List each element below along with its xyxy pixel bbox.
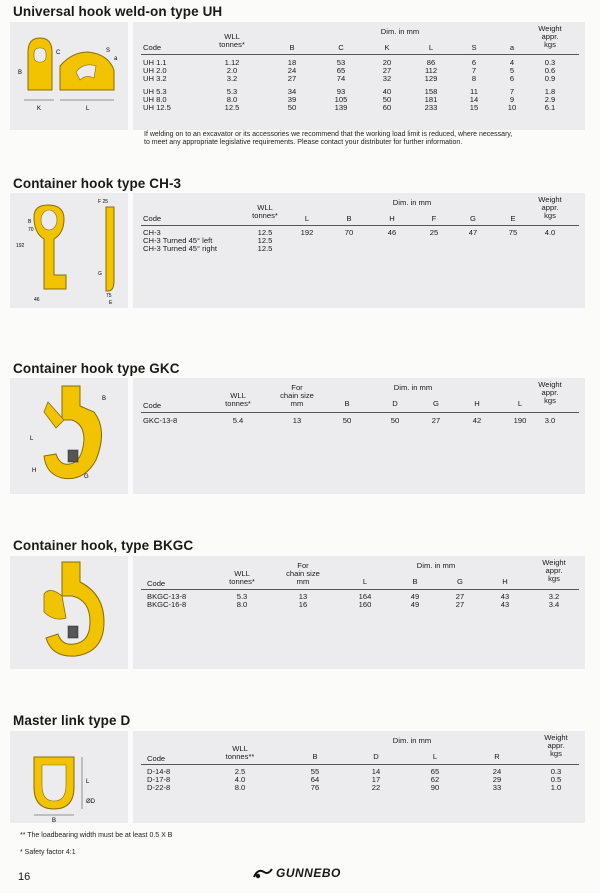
table-cell: 39 [287, 95, 297, 104]
row-code: GKC-13-8 [143, 416, 178, 425]
table-cell: 7 [509, 87, 515, 96]
table-cell: 12.5 [224, 103, 240, 112]
table-cell: 25 [429, 228, 439, 237]
table-cell: 27 [455, 600, 465, 609]
table-cell: 14 [469, 95, 479, 104]
row-code: D-17-8 [147, 775, 171, 784]
row-code: CH-3 Turned 45° right [143, 244, 217, 253]
table-cell: 27 [431, 416, 441, 425]
spec-table-gkc [133, 378, 585, 494]
table-cell: 14 [371, 767, 381, 776]
bkgc-hook-icon [10, 556, 128, 669]
welding-note: to meet any appropriate legislative requirements. Please contact your distributer for further information. [144, 139, 463, 146]
col-header: D [392, 399, 398, 408]
table-cell: 47 [468, 228, 478, 237]
table-cell: 0.5 [550, 775, 562, 784]
wll-header: WLL [224, 32, 240, 41]
dim-label: K [37, 106, 42, 112]
dim-label: 192 [16, 243, 25, 249]
weight-header: Weight [544, 733, 568, 742]
code-header: Code [143, 214, 162, 223]
weight-header: kgs [544, 396, 556, 405]
table-cell: 12.5 [257, 228, 273, 237]
col-header: S [471, 43, 477, 52]
table-cell: 1.0 [550, 783, 562, 792]
code-header: Code [143, 401, 162, 410]
wll-header: tonnes** [225, 752, 255, 761]
code-header: Code [147, 754, 166, 763]
table-cell: 33 [492, 783, 502, 792]
table-cell: 50 [342, 416, 352, 425]
table-cell: 112 [424, 66, 438, 75]
dim-label: L [30, 436, 34, 442]
spec-table-uh [133, 22, 585, 130]
table-cell: 5 [509, 66, 515, 75]
table-cell: 6 [471, 58, 477, 67]
table-cell: 0.6 [544, 66, 556, 75]
table-cell: 49 [410, 600, 420, 609]
table-cell: 24 [287, 66, 297, 75]
table-cell: 3.0 [544, 416, 556, 425]
product-image-panel [10, 193, 128, 308]
col-header: L [432, 752, 438, 761]
spec-table-ch3 [133, 193, 585, 308]
table-cell: 46 [387, 228, 397, 237]
col-header: a [509, 43, 515, 52]
col-header: H [474, 399, 480, 408]
row-code: CH-3 [143, 228, 161, 237]
table-cell: 65 [336, 66, 346, 75]
table-cell: 70 [344, 228, 354, 237]
wll-header: tonnes* [229, 577, 255, 586]
dim-label: G [98, 271, 102, 277]
col-header: G [433, 399, 439, 408]
header-rule [141, 412, 579, 413]
dim-label: B [102, 396, 107, 402]
table-cell: 0.3 [544, 58, 556, 67]
chain-header: For [291, 383, 303, 392]
table-cell: 55 [310, 767, 320, 776]
table-cell: 90 [430, 783, 440, 792]
col-header: L [517, 399, 523, 408]
weight-header: appr. [545, 566, 563, 575]
section-title: Container hook type CH-3 [13, 176, 182, 191]
row-code: UH 1.1 [143, 58, 167, 67]
weight-header: Weight [538, 195, 562, 204]
table-cell: 5.4 [232, 416, 244, 425]
page-number: 16 [18, 871, 31, 883]
table-cell: 93 [336, 87, 346, 96]
table-cell: 3.2 [226, 74, 238, 83]
dim-label: L [86, 106, 90, 112]
wll-header: WLL [257, 203, 273, 212]
section-title: Container hook, type BKGC [13, 538, 194, 553]
dim-header: Dim. in mm [380, 27, 420, 36]
wll-header: WLL [234, 569, 250, 578]
weight-header: appr. [547, 741, 565, 750]
code-header: Code [147, 579, 166, 588]
dim-label: B [28, 219, 32, 225]
table-cell: 0.9 [544, 74, 556, 83]
col-header: B [346, 214, 352, 223]
col-header: R [494, 752, 500, 761]
row-code: D-22-8 [147, 783, 171, 792]
dim-label: L [86, 779, 90, 785]
row-code: UH 12.5 [143, 103, 171, 112]
row-code: BKGC-13-8 [147, 592, 187, 601]
table-cell: 16 [298, 600, 308, 609]
dim-label: B [18, 70, 23, 76]
table-cell: 105 [334, 95, 348, 104]
table-cell: 27 [287, 74, 297, 83]
row-code: UH 2.0 [143, 66, 167, 75]
table-cell: 192 [300, 228, 314, 237]
weight-header: appr. [541, 203, 559, 212]
table-cell: 86 [426, 58, 436, 67]
col-header: L [304, 214, 310, 223]
table-cell: 74 [336, 74, 346, 83]
table-cell: 7 [471, 66, 477, 75]
wll-header: tonnes* [225, 399, 251, 408]
table-cell: 4.0 [234, 775, 246, 784]
table-cell: 11 [470, 87, 478, 96]
table-cell: 42 [472, 416, 482, 425]
table-cell: 50 [287, 103, 297, 112]
table-cell: 34 [287, 87, 297, 96]
table-cell: 4 [509, 58, 515, 67]
table-cell: 5.3 [226, 87, 238, 96]
table-cell: 75 [508, 228, 518, 237]
product-image-panel [10, 22, 128, 130]
weight-header: Weight [542, 558, 566, 567]
table-cell: 12.5 [257, 244, 273, 253]
header-rule [141, 54, 579, 55]
dim-label: E [109, 300, 113, 306]
section-title: Universal hook weld-on type UH [13, 4, 223, 19]
row-code: UH 8.0 [143, 95, 167, 104]
table-cell: 190 [513, 416, 527, 425]
weight-header: Weight [538, 380, 562, 389]
chain-header: For [297, 561, 309, 570]
col-header: G [470, 214, 476, 223]
table-cell: 53 [336, 58, 346, 67]
weld-on-hook-icon [10, 22, 128, 130]
table-cell: 60 [382, 103, 392, 112]
dim-label: a [114, 56, 118, 62]
table-cell: 50 [390, 416, 400, 425]
col-header: C [338, 43, 344, 52]
weight-header: appr. [541, 32, 559, 41]
table-cell: 65 [430, 767, 440, 776]
table-cell: 1.8 [544, 87, 556, 96]
col-header: K [384, 43, 390, 52]
dim-label: ØD [86, 799, 95, 805]
col-header: G [457, 577, 463, 586]
table-cell: 10 [507, 103, 517, 112]
weight-header: kgs [544, 40, 556, 49]
row-code: UH 3.2 [143, 74, 167, 83]
chain-header: mm [290, 399, 304, 408]
table-cell: 8.0 [226, 95, 238, 104]
table-cell: 6.1 [544, 103, 556, 112]
table-cell: 43 [500, 600, 510, 609]
table-cell: 40 [382, 87, 392, 96]
dim-label: 46 [34, 297, 40, 303]
code-header: Code [143, 43, 162, 52]
table-cell: 15 [469, 103, 479, 112]
gkc-hook-icon [10, 378, 128, 494]
table-cell: 181 [424, 95, 438, 104]
table-cell: 50 [382, 95, 392, 104]
brand-logo [252, 866, 341, 880]
table-cell: 13 [292, 416, 302, 425]
table-cell: 18 [287, 58, 297, 67]
table-cell: 129 [424, 74, 438, 83]
table-cell: 4.0 [544, 228, 556, 237]
header-rule [141, 225, 579, 226]
chain-header: mm [296, 577, 310, 586]
dim-label: 75 [106, 293, 112, 299]
table-cell: 20 [382, 58, 392, 67]
wll-header: tonnes* [252, 211, 278, 220]
table-cell: 3.2 [548, 592, 560, 601]
table-cell: 13 [298, 592, 308, 601]
col-header: B [289, 43, 295, 52]
col-header: B [412, 577, 418, 586]
header-rule [141, 764, 579, 765]
row-code: D-14-8 [147, 767, 171, 776]
col-header: H [502, 577, 508, 586]
table-cell: 43 [500, 592, 510, 601]
table-cell: 2.9 [544, 95, 556, 104]
table-cell: 6 [509, 74, 515, 83]
weight-header: kgs [550, 749, 562, 758]
dim-header: Dim. in mm [392, 736, 432, 745]
table-cell: 49 [410, 592, 420, 601]
dim-label: 70 [28, 227, 34, 233]
col-header: E [510, 214, 516, 223]
table-cell: 32 [382, 74, 392, 83]
dim-label: G [84, 474, 89, 480]
product-image-panel [10, 731, 128, 823]
footnote: * Safety factor 4:1 [20, 849, 76, 856]
weight-header: appr. [541, 388, 559, 397]
row-code: UH 5.3 [143, 87, 167, 96]
chain-header: chain size [286, 569, 320, 578]
row-code: BKGC-16-8 [147, 600, 187, 609]
table-cell: 2.0 [226, 66, 238, 75]
spec-table-master-link [133, 731, 585, 823]
table-cell: 24 [492, 767, 502, 776]
table-cell: 62 [430, 775, 440, 784]
table-cell: 164 [358, 592, 372, 601]
section-title: Container hook type GKC [13, 361, 180, 376]
wll-header: WLL [232, 744, 248, 753]
wll-header: tonnes* [219, 40, 245, 49]
table-cell: 76 [310, 783, 320, 792]
col-header: D [373, 752, 379, 761]
col-header: B [344, 399, 350, 408]
table-cell: 2.5 [234, 767, 246, 776]
table-cell: 29 [492, 775, 502, 784]
col-header: H [389, 214, 395, 223]
table-cell: 3.4 [548, 600, 560, 609]
table-cell: 158 [424, 87, 438, 96]
chain-header: chain size [280, 391, 314, 400]
master-link-icon [10, 731, 128, 823]
header-rule [141, 589, 579, 590]
table-cell: 160 [358, 600, 372, 609]
col-header: B [312, 752, 318, 761]
table-cell: 12.5 [257, 236, 273, 245]
welding-note: If welding on to an excavator or its accessories we recommend that the working load limit is reduced, where necessary, [144, 131, 513, 138]
dim-label: B [52, 818, 57, 823]
gunnebo-logo-icon [252, 866, 274, 880]
brand-name: GUNNEBO [276, 866, 341, 880]
table-cell: 64 [310, 775, 320, 784]
table-cell: 8.0 [234, 783, 246, 792]
dim-label: F 25 [98, 199, 109, 205]
col-header: L [428, 43, 434, 52]
weight-header: kgs [544, 211, 556, 220]
table-cell: 17 [371, 775, 381, 784]
table-cell: 9 [509, 95, 515, 104]
table-cell: 0.3 [550, 767, 562, 776]
dim-label: H [32, 468, 37, 474]
dim-header: Dim. in mm [392, 198, 432, 207]
wll-header: WLL [230, 391, 246, 400]
table-cell: 27 [455, 592, 465, 601]
product-image-panel [10, 378, 128, 494]
dim-label: S [106, 48, 111, 54]
footnote: ** The loadbearing width must be at least 0.5 X B [20, 832, 173, 839]
product-image-panel [10, 556, 128, 669]
table-cell: 1.12 [224, 58, 240, 67]
table-cell: 233 [424, 103, 438, 112]
table-cell: 8.0 [236, 600, 248, 609]
dim-header: Dim. in mm [393, 383, 433, 392]
container-hook-icon [10, 193, 128, 308]
col-header: L [362, 577, 368, 586]
spec-table-bkgc [133, 556, 585, 669]
weight-header: kgs [548, 574, 560, 583]
table-cell: 8 [471, 74, 477, 83]
table-cell: 5.3 [236, 592, 248, 601]
table-cell: 22 [371, 783, 381, 792]
col-header: F [431, 214, 437, 223]
row-code: CH-3 Turned 45° left [143, 236, 213, 245]
section-title: Master link type D [13, 713, 131, 728]
weight-header: Weight [538, 24, 562, 33]
table-cell: 139 [334, 103, 348, 112]
table-cell: 27 [382, 66, 392, 75]
dim-label: C [56, 50, 61, 56]
dim-header: Dim. in mm [416, 561, 456, 570]
